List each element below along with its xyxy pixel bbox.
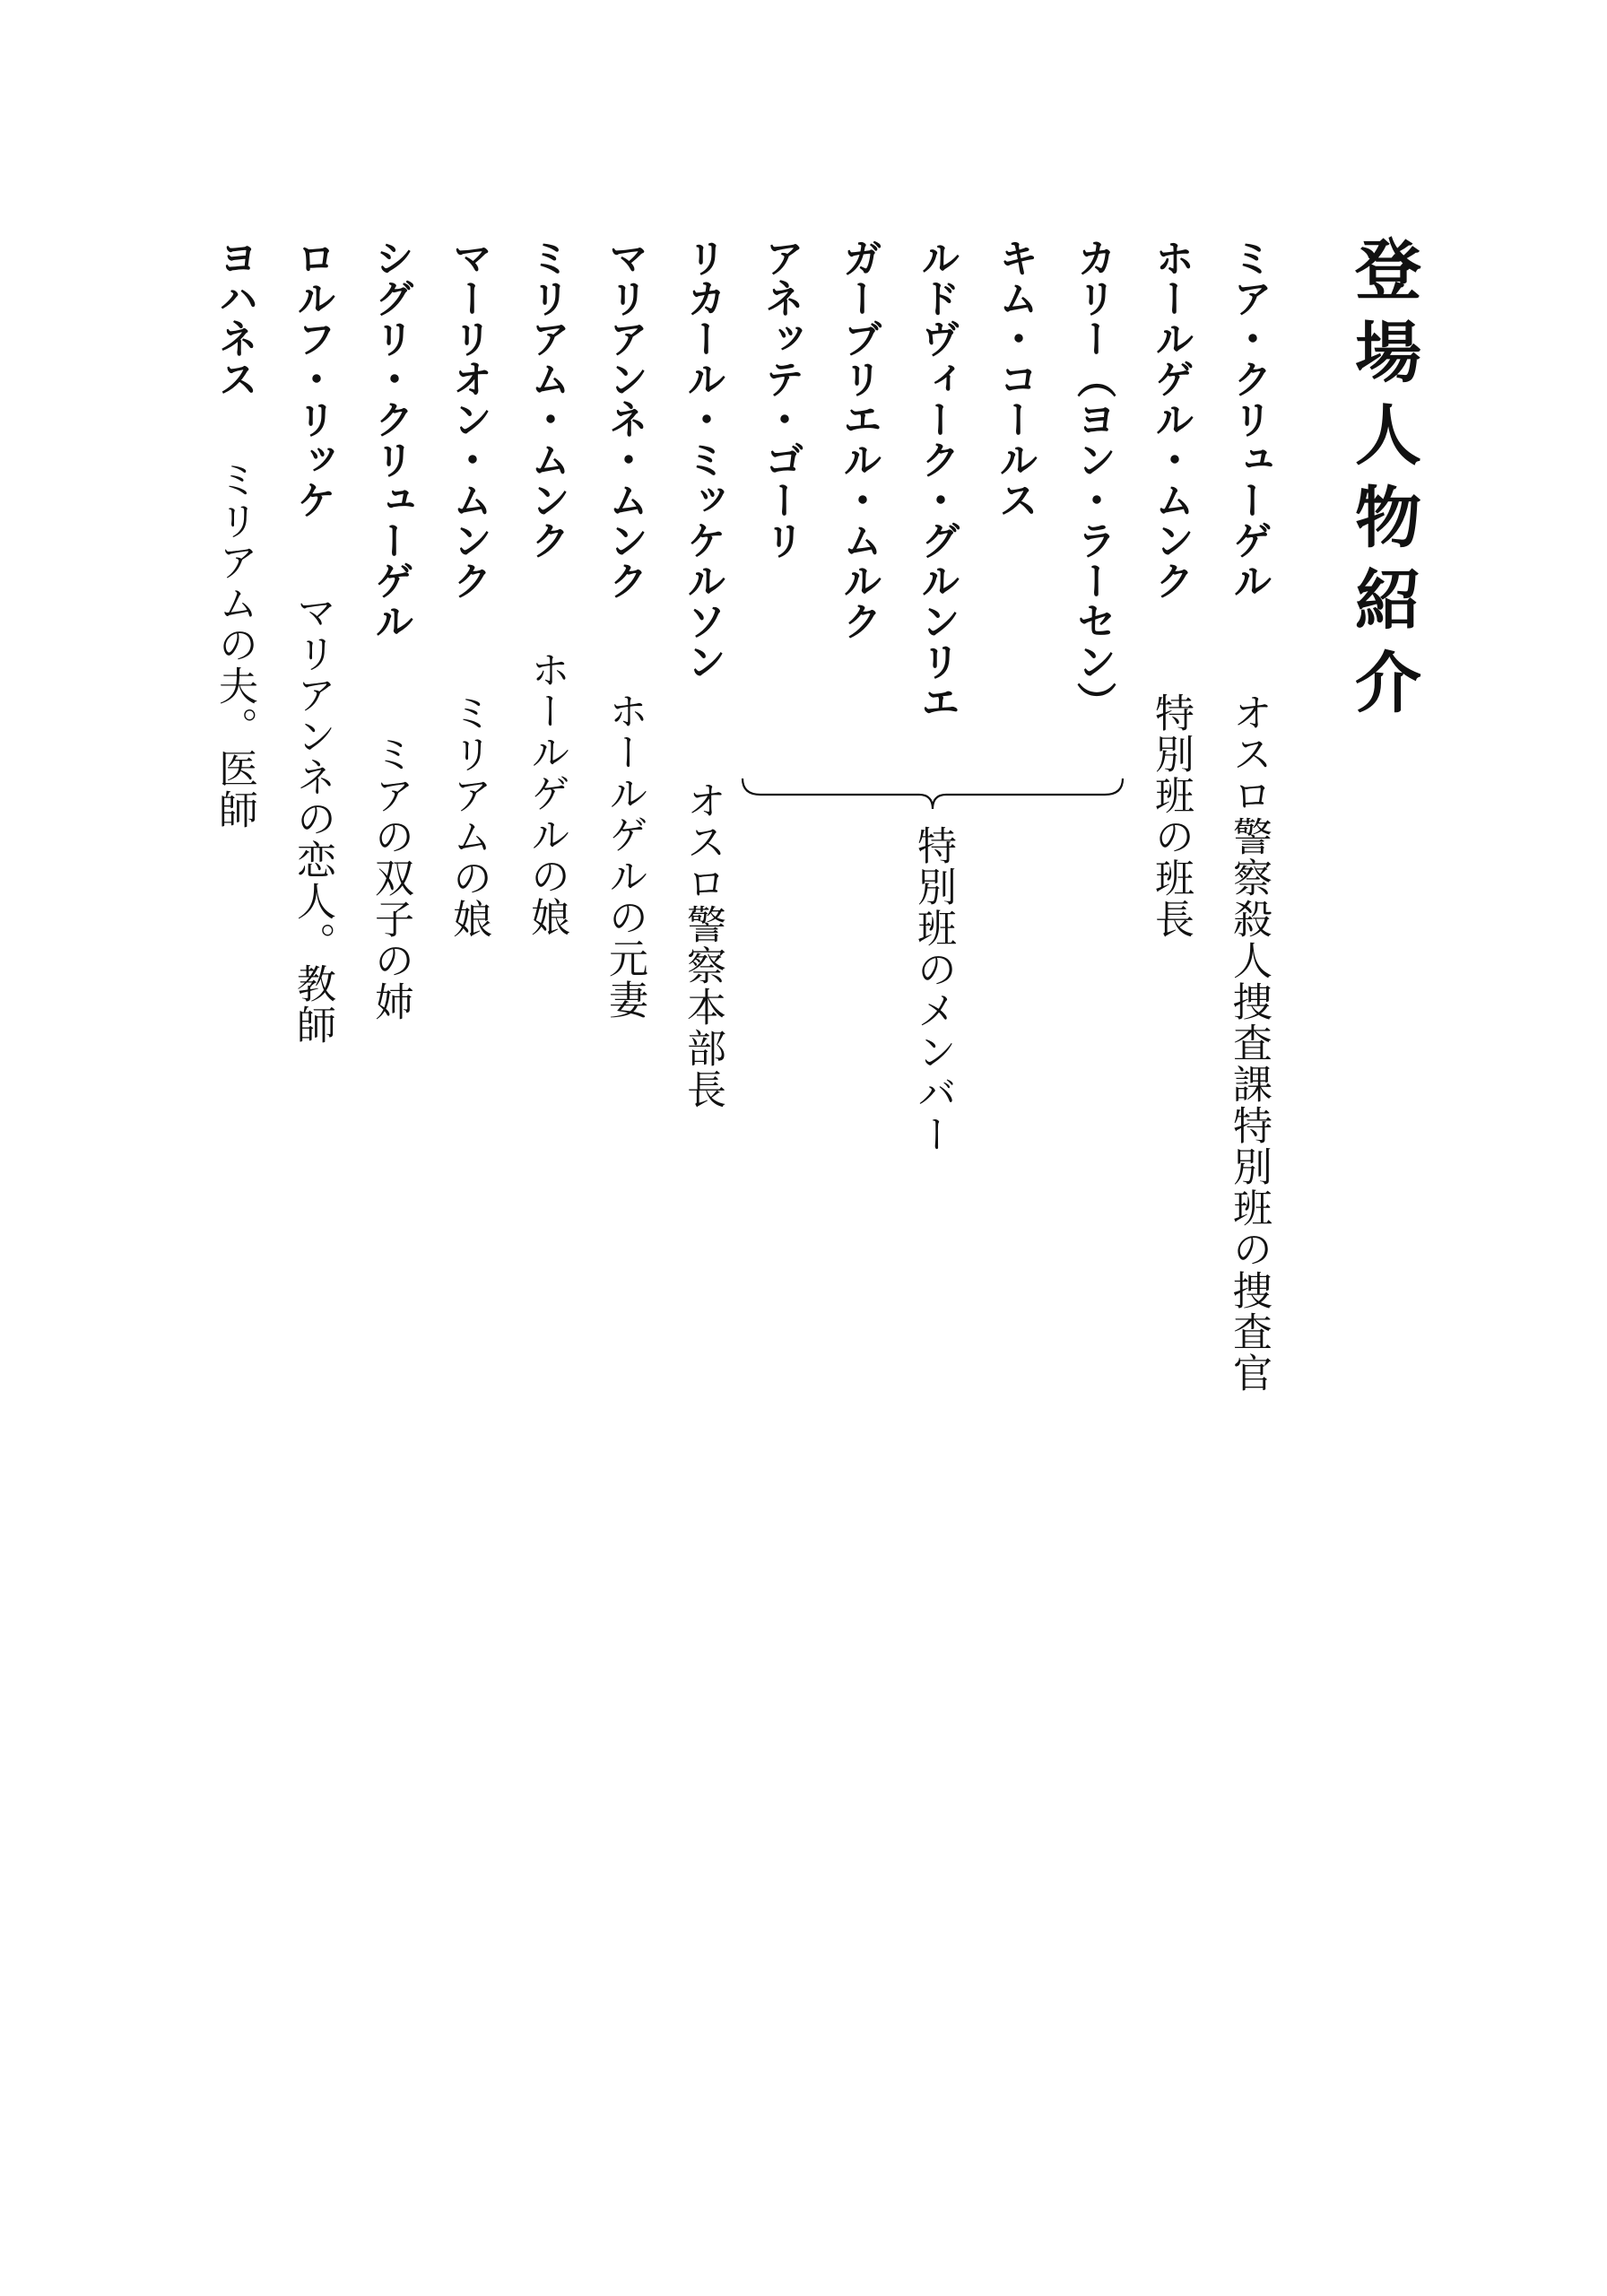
character-description: 特別班の班長 <box>1148 692 1194 940</box>
character-description: オスロ警察殺人捜査課特別班の捜査官 <box>1226 692 1272 1394</box>
character-description: マリアンネの恋人。教師 <box>290 592 335 1046</box>
character-description: ホールゲルの娘 <box>524 649 569 938</box>
character-name: ガーブリエル・ムルク <box>836 238 882 641</box>
character-name: カリー（ヨン・ラーセン） <box>1070 238 1116 722</box>
character-name: ホールゲル・ムンク <box>1148 238 1194 601</box>
character-description: ミリアムの夫。医師 <box>212 459 257 831</box>
character-name: シグリ・クリューゲル <box>368 238 413 641</box>
group-brace <box>735 777 1130 813</box>
character-description: ホールゲルの元妻 <box>602 691 647 1021</box>
character-name: ミリアム・ムンク <box>524 238 569 561</box>
character-name: ヨハネス <box>212 238 257 399</box>
page-title: 登場人物紹介 <box>1344 235 1421 730</box>
character-description: ミアの双子の姉 <box>368 734 413 1022</box>
character-description: ミリアムの娘 <box>446 692 491 940</box>
character-name: リカール・ミッケルソン <box>680 238 725 682</box>
character-description: オスロ警察本部長 <box>680 780 725 1110</box>
character-name: ロルフ・リッケ <box>290 238 335 520</box>
character-name: マーリオン・ムンク <box>446 238 491 601</box>
character-name: キム・コールス <box>992 238 1038 520</box>
group-note: 特別班のメンバー <box>910 825 956 1155</box>
character-name: アネッテ・ゴーリ <box>758 238 804 561</box>
character-name: ルドヴィーク・グルンリエ <box>914 238 960 722</box>
character-name: ミア・クリューゲル <box>1226 238 1272 601</box>
character-name: マリアンネ・ムンク <box>602 238 647 601</box>
